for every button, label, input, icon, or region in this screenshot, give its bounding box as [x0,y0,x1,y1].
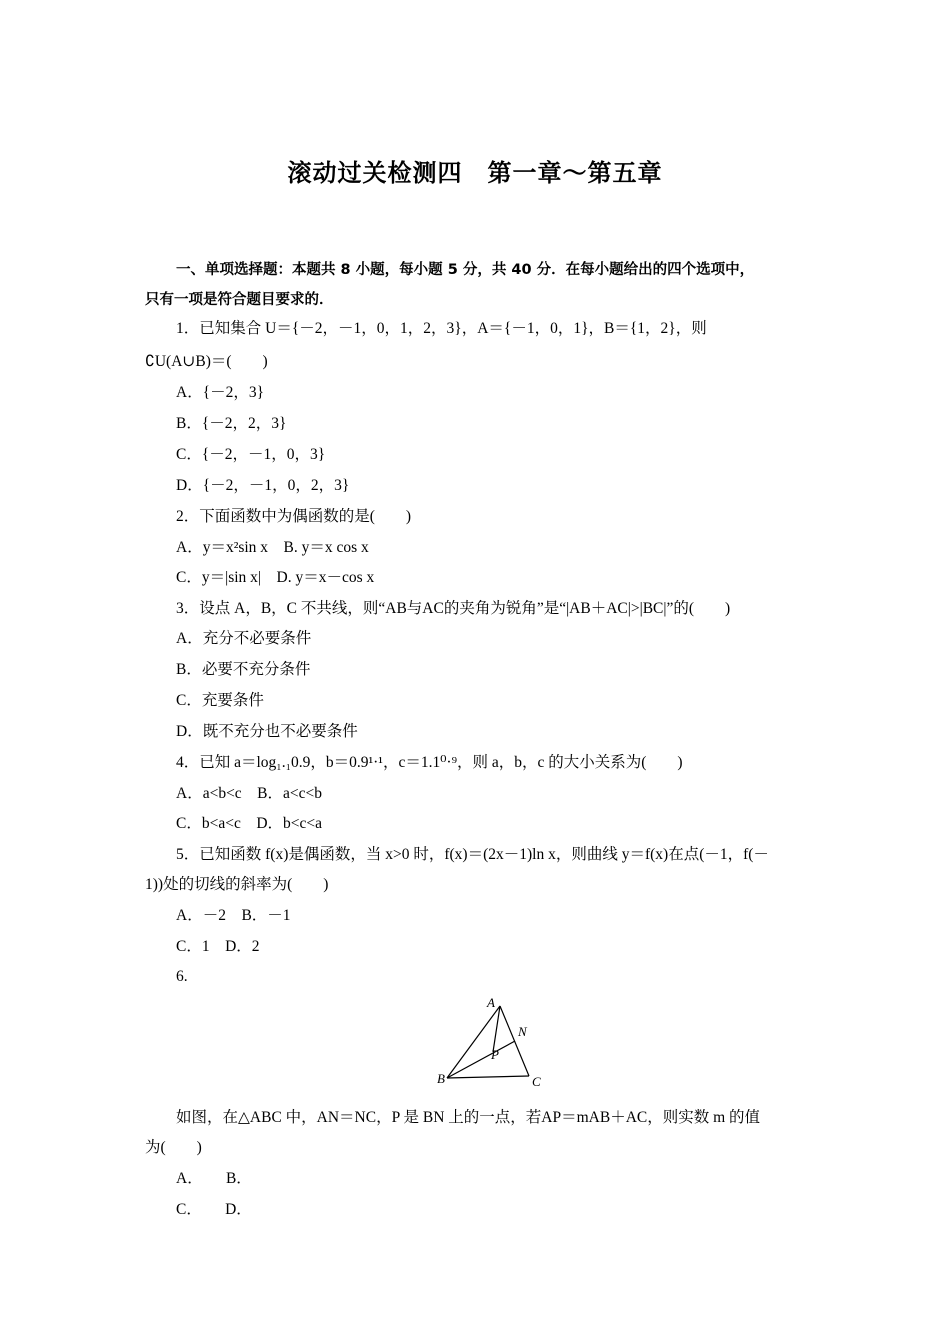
q4-stem: 4．已知 a＝log₁.₁0.9，b＝0.9¹·¹，c＝1.1⁰·⁹，则 a，b，c 的大小关系为( ) [176,754,683,771]
q3-option-b: B．必要不充分条件 [176,661,311,678]
q6-options-cd: C． D． [176,1201,252,1218]
label-p: P [491,1047,499,1062]
q6-options-ab: A． B． [176,1170,252,1187]
q2-options-ab: A．y＝x²sin x B. y＝x cos x [176,539,369,556]
segment-ab [447,1006,500,1078]
section1-heading-line1: 一、单项选择题：本题共 8 小题，每小题 5 分，共 40 分．在每小题给出的四个选项中， [176,262,755,278]
segment-ap [493,1006,500,1052]
q2-options-cd: C．y＝|sin x| D. y＝x－cos x [176,569,375,586]
q5-options-cd: C．1 D．2 [176,938,260,955]
label-b: B [437,1071,445,1086]
q6-number: 6. [176,968,188,985]
q3-stem: 3．设点 A，B，C 不共线，则“AB与AC的夹角为锐角”是“|AB＋AC|>|BC|”的( ) [176,600,731,617]
q1-option-a: A．{－2，3} [176,384,265,401]
q5-stem-line2: 1))处的切线的斜率为( ) [145,876,329,893]
section1-heading-line2: 只有一项是符合题目要求的． [145,292,334,308]
q5-stem-line1: 5．已知函数 f(x)是偶函数，当 x>0 时，f(x)＝(2x－1)ln x，则曲线 y＝f(x)在点(－1，f(－ [176,846,769,863]
q1-stem-line1: 1．已知集合 U＝{－2，－1，0，1，2，3}，A＝{－1，0，1}，B＝{1，2}，则 [176,320,707,337]
label-a: A [487,995,495,1010]
triangle-figure [432,994,552,1090]
q1-stem-line2: ∁U(A∪B)＝( ) [145,353,268,370]
q1-option-b: B．{－2，2，3} [176,415,287,432]
segment-bc [447,1076,529,1078]
q4-options-ab: A．a<b<c B．a<c<b [176,785,323,802]
q5-options-ab: A．－2 B．－1 [176,907,291,924]
q6-stem-line1: 如图，在△ABC 中，AN＝NC，P 是 BN 上的一点，若AP＝mAB＋AC，则实数 m 的值 [176,1109,761,1126]
label-n: N [518,1024,527,1039]
q4-options-cd: C．b<a<c D．b<c<a [176,815,323,832]
q6-stem-line2: 为( ) [145,1139,202,1156]
q1-option-c: C．{－2，－1，0，3} [176,446,326,463]
q1-option-d: D．{－2，－1，0，2，3} [176,477,350,494]
page-title: 滚动过关检测四 第一章～第五章 [287,159,663,187]
q3-option-c: C．充要条件 [176,692,264,709]
segment-bn [447,1041,515,1078]
label-c: C [532,1074,541,1089]
q3-option-d: D．既不充分也不必要条件 [176,723,358,740]
q3-option-a: A．充分不必要条件 [176,630,312,647]
q2-stem: 2．下面函数中为偶函数的是( ) [176,508,412,525]
